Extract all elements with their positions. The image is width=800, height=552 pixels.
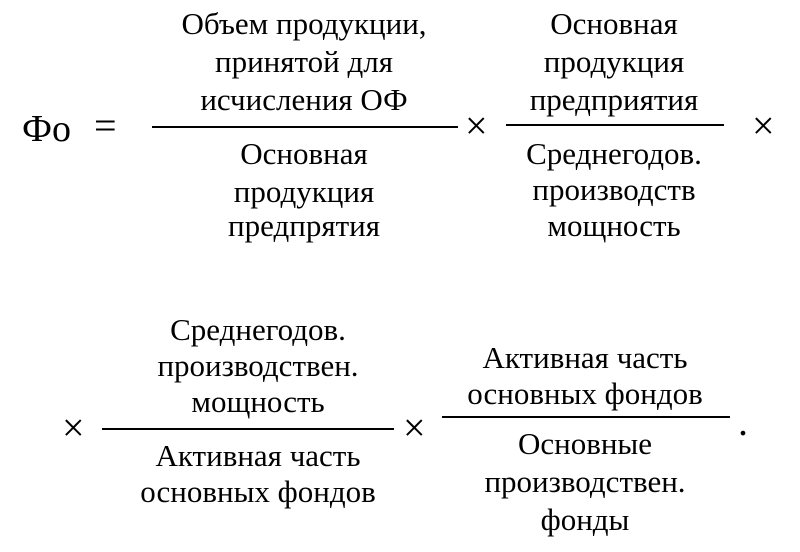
fraction-2-numerator-line-2: продукция bbox=[543, 44, 685, 79]
multiply-sign-3: × bbox=[62, 405, 85, 450]
fraction-3-numerator-line-1: Среднегодов. bbox=[170, 312, 346, 347]
fraction-4-denominator-line-1: Основные bbox=[517, 426, 653, 461]
fraction-2-denominator-line-1: Среднегодов. bbox=[526, 136, 702, 171]
multiply-sign-4: × bbox=[403, 405, 426, 450]
fraction-2-denominator-line-3: мощность bbox=[547, 208, 681, 243]
fraction-1-denominator-line-3: предпрятия bbox=[228, 208, 380, 243]
fraction-3-bar bbox=[102, 428, 394, 430]
fraction-1-numerator-line-1: Объем продукции, bbox=[181, 6, 427, 41]
multiply-sign-2: × bbox=[752, 103, 775, 148]
fraction-3-numerator-line-2: производствен. bbox=[157, 348, 359, 383]
fraction-1-numerator-line-3: исчисления ОФ bbox=[200, 82, 408, 117]
fraction-4-bar bbox=[442, 416, 730, 418]
fraction-2-bar bbox=[506, 124, 724, 126]
fraction-2-denominator-line-2: производств bbox=[532, 172, 696, 207]
fraction-3-numerator-line-3: мощность bbox=[191, 384, 325, 419]
fraction-1-denominator-line-2: продукция bbox=[233, 174, 375, 209]
fraction-3-denominator-line-2: основных фондов bbox=[140, 474, 376, 509]
fraction-1-numerator-line-2: принятой для bbox=[214, 44, 394, 79]
fraction-4-denominator-line-3: фонды bbox=[540, 502, 630, 537]
fraction-2-numerator-line-3: предприятия bbox=[529, 82, 699, 117]
fraction-1-bar bbox=[152, 126, 458, 128]
fraction-4-numerator-line-2: основных фондов bbox=[467, 376, 703, 411]
period: . bbox=[738, 399, 748, 444]
formula-lhs: Фо bbox=[22, 108, 72, 150]
fraction-3-denominator-line-1: Активная часть bbox=[155, 438, 361, 473]
fraction-1-denominator-line-1: Основная bbox=[240, 136, 368, 171]
fraction-4-numerator-line-1: Активная часть bbox=[482, 340, 688, 375]
equals-sign: = bbox=[94, 103, 117, 148]
multiply-sign-1: × bbox=[465, 103, 488, 148]
fraction-2-numerator-line-1: Основная bbox=[550, 6, 678, 41]
fraction-4-denominator-line-2: производствен. bbox=[484, 464, 686, 499]
